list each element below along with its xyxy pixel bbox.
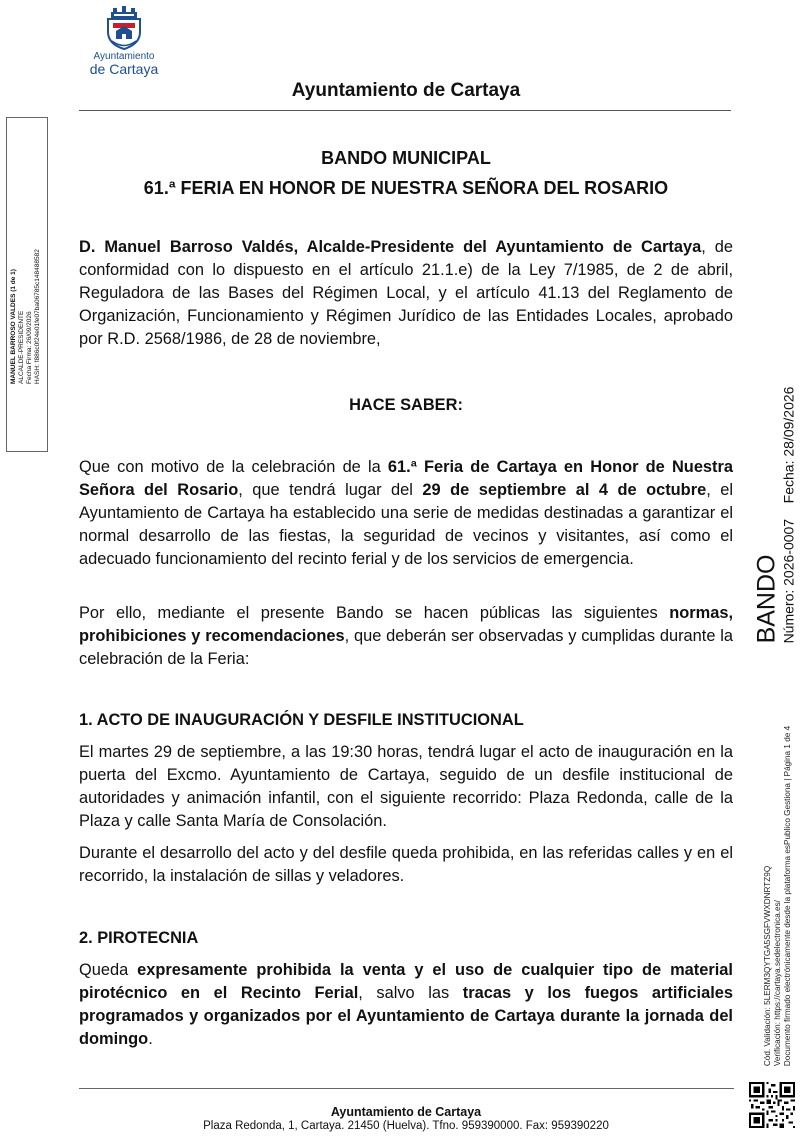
footer-address: Plaza Redonda, 1, Cartaya. 21450 (Huelva). Tfno. 959390000. Fax: 959390220 [203, 1120, 609, 1132]
section-2-paragraph [79, 959, 733, 1051]
mayor-name: D. Manuel Barroso Valdés, Alcalde-Presidente del Ayuntamiento de Cartaya [79, 238, 702, 256]
ayuntamiento-logo [86, 6, 162, 77]
hace-saber-heading: HACE SABER: [349, 396, 463, 414]
text-run: , el Ayuntamiento de Cartaya ha establecido una serie de medidas destinadas a garantizar el normal desarrollo de las fiestas, la seguridad de vecinos y visitantes, así como el adecuado funcionamiento del recinto ferial y de los servicios de emergencia. [79, 481, 734, 568]
norms-paragraph [79, 602, 733, 671]
bando-number-date [781, 387, 797, 644]
pyrotechnics-exception: tracas y los fuegos artificiales programados y organizados por el Ayuntamiento de Cartaya durante la jornada del domingo [79, 984, 733, 1048]
intro-text: , de conformidad con lo dispuesto en el artículo 21.1.e) de la Ley 7/1985, de 2 de abril, Reguladora de las Bases del Régimen Local, y el artículo 41.13 del Reglamento de Organización, Funcionamiento y Régimen Jurídico de las Entidades Locales, aprobado por R.D. 2568/1986, de 28 de noviembre, [79, 238, 733, 348]
validation-code: Cód. Validación: 5LERM3QYTGA5SGFVWXDNRTZ9Q [763, 865, 772, 1067]
signature-text [10, 184, 42, 384]
text-run: , salvo las [358, 984, 463, 1002]
section-1-paragraph-1: El martes 29 de septiembre, a las 19:30 horas, tendrá lugar el acto de inauguración en la puerta del Excmo. Ayuntamiento de Cartaya, seguido de un desfile institucional de autoridades y animación infantil, con el siguiente recorrido: Plaza Redonda, calle de la Plaza y calle Santa María de Consolación. [79, 743, 733, 830]
pyrotechnics-prohibition: expresamente prohibida la venta y el uso de cualquier tipo de material pirotécnico en el Recinto Ferial [79, 961, 733, 1002]
norms-emphasis: normas, prohibiciones y recomendaciones [79, 604, 733, 645]
signature-name: MANUEL BARROSO VALDES (1 de 1) [10, 269, 17, 384]
intro-paragraph [79, 236, 733, 351]
section-1-paragraph-2: Durante el desarrollo del acto y del desfile queda prohibida, en las referidas calles y en el recorrido, la instalación de sillas y veladores. [79, 844, 733, 885]
header-title: Ayuntamiento de Cartaya [291, 80, 521, 101]
signature-hash: HASH: f886c0f24e01fe07ba06785c148488582 [34, 249, 41, 384]
signed-platform-note: Documento firmado electrónicamente desde la plataforma esPublico Gestiona | Página 1 de 4 [783, 725, 792, 1067]
coat-of-arms-icon [104, 6, 144, 50]
bando-label: BANDO [752, 554, 781, 644]
section-1-heading: 1. ACTO DE INAUGURACIÓN Y DESFILE INSTITUCIONAL [79, 711, 524, 729]
footer-title: Ayuntamiento de Cartaya [330, 1105, 482, 1119]
header-divider [79, 110, 731, 111]
verification-text [763, 726, 793, 1066]
text-run: . [148, 1030, 153, 1048]
signature-role: ALCALDE-PRESIDENTE [18, 310, 25, 384]
signature-date: Fecha Firma: 26/09/2026 [26, 311, 33, 384]
text-run: , que deberán ser observadas y cumplidas durante la celebración de la Feria: [79, 627, 734, 668]
logo-text-top: Ayuntamiento [93, 51, 155, 62]
bando-number: Número: 2026-0007 [780, 518, 797, 644]
bando-subtitle: 61.ª FERIA EN HONOR DE NUESTRA SEÑORA DEL ROSARIO [143, 178, 669, 198]
footer-divider [79, 1088, 734, 1089]
motive-paragraph [79, 456, 733, 571]
text-run: Que con motivo de la celebración de la [79, 458, 388, 476]
text-run: Queda [79, 961, 138, 979]
bando-date: Fecha: 28/09/2026 [780, 386, 797, 504]
feria-dates: 29 de septiembre al 4 de octubre [422, 481, 707, 499]
logo-text-bottom: de Cartaya [89, 61, 159, 77]
section-2-heading: 2. PIROTECNIA [79, 929, 199, 947]
feria-name: 61.ª Feria de Cartaya en Honor de Nuestra Señora del Rosario [79, 458, 733, 499]
verification-url[interactable]: Verificación: https://cartaya.sedelectronica.es/ [773, 900, 782, 1067]
text-run: , que tendrá lugar del [238, 481, 423, 499]
bando-stamp [754, 387, 797, 644]
bando-title: BANDO MUNICIPAL [321, 148, 491, 168]
text-run: Por ello, mediante el presente Bando se hacen públicas las siguientes [79, 604, 670, 622]
